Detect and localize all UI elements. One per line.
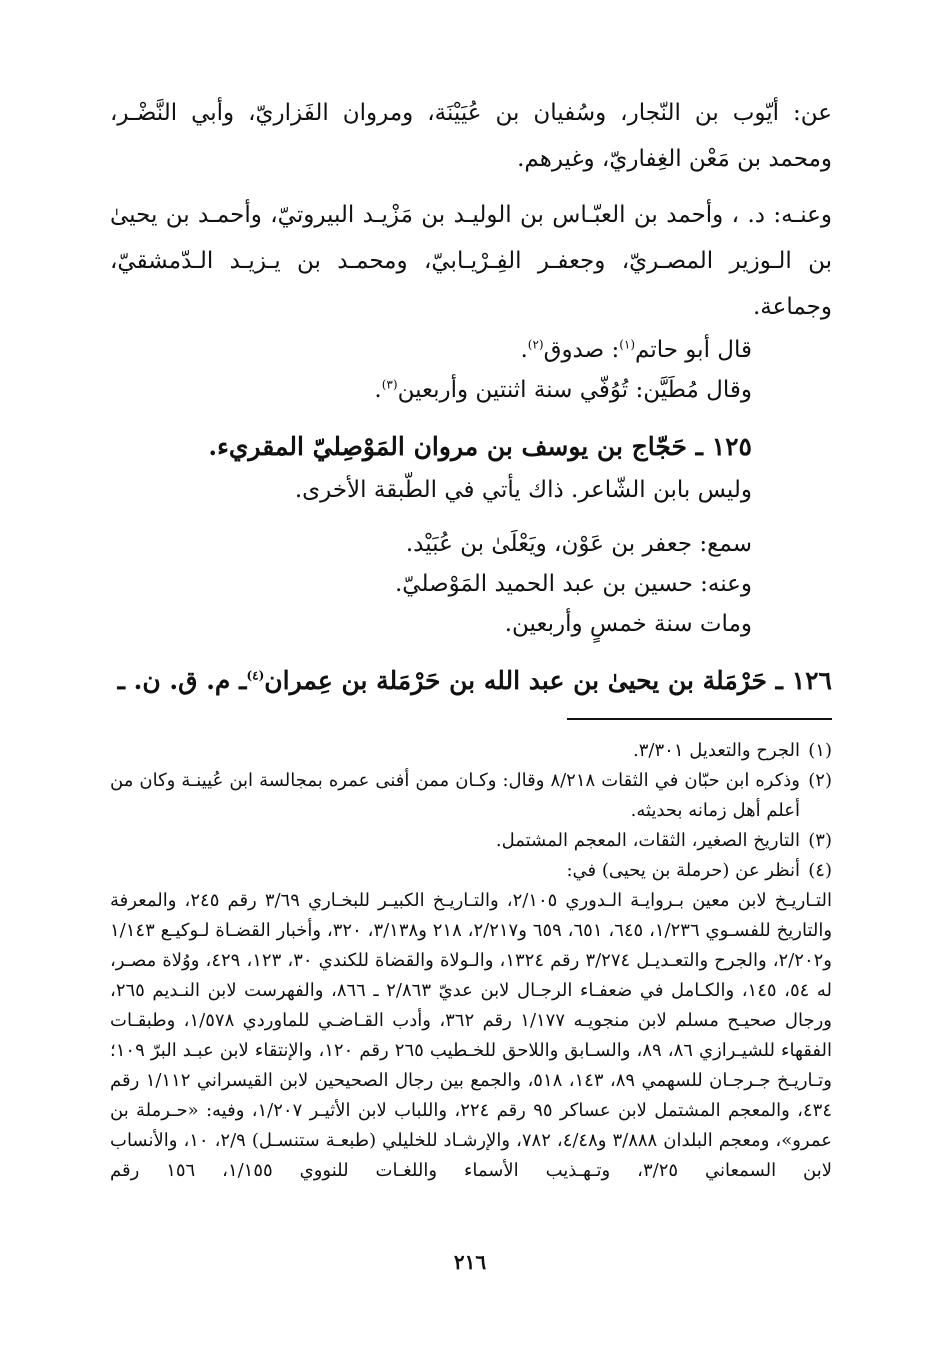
footnote-separator bbox=[567, 718, 832, 720]
entry-125-note: وليس بابن الشّاعر. ذاك يأتي في الطّبقة الأخرى. bbox=[294, 477, 752, 503]
mutayyan-statement: وقال مُطَيَّن: تُوُفّي سنة اثنتين وأربعين$^{(٣)}$. bbox=[374, 377, 752, 403]
entry-125-heard: سمع: جعفر بن عَوْن، ويَعْلَىٰ بن عُبَيْد. bbox=[405, 531, 752, 557]
entry-125-death: ومات سنة خمسٍ وأربعين. bbox=[504, 611, 752, 637]
footnote-ref-2[interactable]: (٢) bbox=[527, 337, 544, 352]
paragraph-narrated-from: عن: أيّوب بن النّجار، وسُفيان بن عُيَيْنَة، ومروان الفَزاريّ، وأبي النَّضْـر، ومحمد بن مَعْن الغِفاريّ، وغيرهم. bbox=[110, 100, 832, 172]
footnote-4-sources: التـاريـخ لابن معين بـروايـة الـدوري ٢/١٠٥، والتـاريـخ الكبيـر للبخـاري ٣/٦٩ رقم ٢٤٥، والمعرفة والتاريخ للفسـوي ١/٢٣٦، ٦٤٥، ٦٥١، ٦٥٩ و٢/٢١٧، ٢١٨ و٣/١٣٨، ٣٢٠، وأخبار القضـاة لـوكيـع ١/١٤٣ و٢/٢٠٢، والجرح والتعـديـل ٣/٢٧٤ رقم ١٣٢٤، والـولاة والقضاة للكندي ٣٠، ١٢٣، ٤٢٩، ووُلاة مصـر، له ٥٤، ١٤٥، والكـامل في ضعفـاء الرجـال لابن عديّ ٢/٨٦٣ ـ ٨٦٦، والفهرست لابن النـديم ٢٦٥، ورجال صحيـح مسلم لابن منجويـه ١/١٧٧ رقم ٣٦٢، وأدب القـاضـي للماوردي ١/٥٧٨، وطبقـات الفقهاء للشيـرازي ٨٦، ٨٩، والسـابق واللاحق للخـطيب ٢٦٥ رقم ١٢٠، والإنتقاء لابن عبـد البرّ ١٠٩؛ وتـاريـخ جـرجـان للسهمي ٨٩، ١٤٣، ٥١٨، والجمع بين رجال الصحيحين لابن القيسراني ١/١١٢ رقم ٤٣٤، والمعجم المشتمل لابن عساكر ٩٥ رقم ٢٢٤، واللباب لابن الأثيـر ١/٢٠٧، وفيه: «حـرملة بن عمرو»، ومعجم البلدان ٣/٨٨٨ و٤/٤٨، ٧٨٢، والإرشـاد للخليلي (طبعـة ستنسـل) ٢/٩، ١٠، والأنساب لابن السمعاني ٣/٢٥، وتـهـذيب الأسماء واللغـات للنووي ١/١٥٥، ١٥٦ رقم bbox=[110, 890, 833, 1181]
footnotes bbox=[110, 736, 832, 1186]
footnote-4: (٤) أنظر عن (حرملة بن يحيى) في: bbox=[566, 860, 832, 881]
footnote-ref-4[interactable]: (٤) bbox=[246, 668, 265, 683]
footnote-ref-1[interactable]: (١) bbox=[619, 337, 636, 352]
page-number: ٢١٦ bbox=[453, 1250, 487, 1274]
footnote-2: (٢) وذكره ابن حبّان في الثقات ٨/٢١٨ وقال: وكـان ممن أفنى عمره بمجالسة ابن عُيينـة وكان من أعلم أهل زمانه بحديثه. bbox=[110, 770, 832, 821]
footnote-3: (٣) التاريخ الصغير، الثقات، المعجم المشتمل. bbox=[495, 830, 832, 851]
footnote-ref-3[interactable]: (٣) bbox=[381, 377, 398, 392]
entry-126-title: ١٢٦ ـ حَرْمَلة بن يحيىٰ بن عبد الله بن حَرْمَلة بن عِمران$^{(٤)}$ـ م. ق. ن. ـ bbox=[117, 666, 832, 695]
entry-125-from: وعنه: حسين بن عبد الحميد المَوْصليّ. bbox=[395, 571, 752, 597]
entry-125-title: ١٢٥ ـ حَجّاج بن يوسف بن مروان المَوْصِليّ المقريء. bbox=[208, 432, 752, 461]
abu-hatim-statement: قال أبو حاتم$^{(١)}$: صدوق$^{(٢)}$. bbox=[520, 337, 752, 363]
page-body bbox=[110, 90, 832, 1320]
footnote-1: (١) الجرح والتعديل ٣/٣٠١. bbox=[633, 740, 832, 761]
paragraph-narrators: وعنـه: د. ، وأحمد بن العبّـاس بن الوليـد بن مَزْيـد البيروتيّ، وأحمـد بن يحيىٰ بن الـوزير المصـريّ، وجعفـر الفِـرْيـابيّ، ومحمـد بن يـزيـد الـدّمشقيّ، وجماعة. bbox=[110, 202, 832, 320]
